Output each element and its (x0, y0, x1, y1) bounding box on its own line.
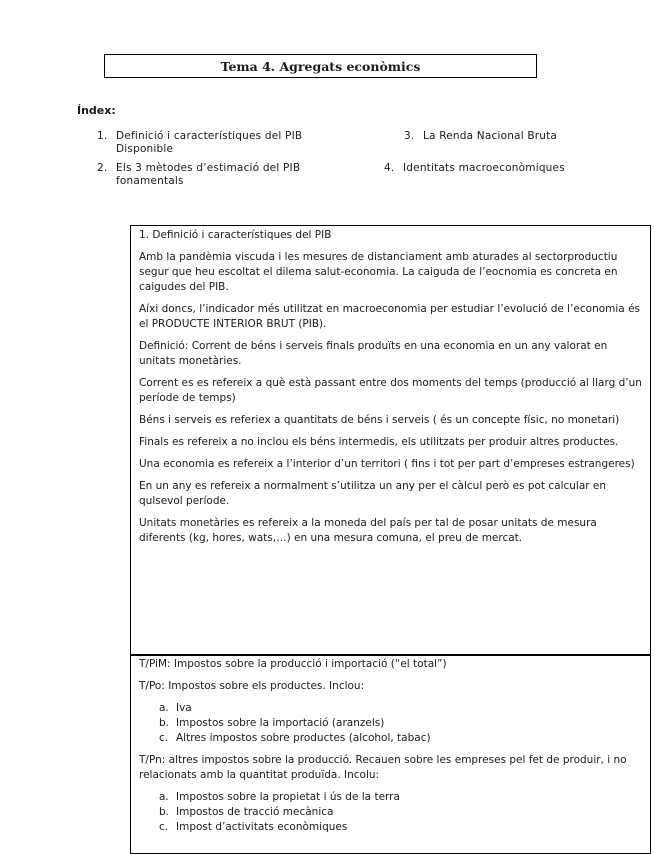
index-item-1-number: 1. (97, 130, 108, 142)
section-1-paragraph: Finals es refereix a no inclou els béns intermedis, els utilitzats per produir altres productes. (139, 436, 619, 448)
index-item-3 (404, 130, 604, 143)
section-1-paragraph: Corrent es es refereix a què està passant entre dos moments del temps (producció al llarg d’un període de temps) (139, 377, 642, 404)
index-item-3-number: 3. (404, 130, 415, 142)
list-item (139, 716, 642, 731)
index-item-2-cont: fonamentals (116, 175, 184, 187)
list-text: Impostos sobre la importació (aranzels) (176, 717, 385, 729)
section-1-paragraph: Unitats monetàries es refereix a la moneda del país per tal de posar unitats de mesura diferents (kg, hores, wats,…) en una mesura comuna, el preu de mercat. (139, 517, 597, 544)
list-text: Altres impostos sobre productes (alcohol, tabac) (176, 732, 431, 744)
section-1-paragraph: Una economia es refereix a l’interior d’un territori ( fins i tot per part d’empreses estrangeres) (139, 458, 635, 470)
list-item (139, 701, 642, 716)
index-item-1-label: Definició i característiques del PIB (116, 130, 303, 142)
section-2-box (130, 654, 651, 854)
index-item-4-number: 4. (384, 162, 395, 174)
list-marker: b. (159, 717, 170, 729)
index-item-2 (97, 162, 337, 188)
list-marker: a. (159, 702, 169, 714)
list-item (139, 805, 642, 820)
list-marker: a. (159, 791, 169, 803)
list-text: Iva (176, 702, 192, 714)
section-1-paragraph: En un any es refereix a normalment s’utilitza un any per el càlcul però es pot calcular en qulsevol període. (139, 480, 607, 507)
section-1-paragraph: Amb la pandèmia viscuda i les mesures de distanciament amb aturades al sectorproductiu segur que heu escoltat el dilema salut-economia. La caiguda de l’eocnomia es concreta en caigudes del PIB. (139, 251, 618, 293)
list-marker: c. (159, 821, 169, 833)
index-item-2-number: 2. (97, 162, 108, 174)
list-text: Impostos sobre la propietat i ús de la terra (176, 791, 400, 803)
list-item (139, 790, 642, 805)
index-item-3-label: La Renda Nacional Bruta (423, 130, 558, 142)
section-1-paragraph: Aíxi doncs, l’indicador més utilitzat en macroeconomia per estudiar l’evolució de l’economia és el PRODUCTE INTERIOR BRUT (PIB). (139, 303, 641, 330)
list-marker: b. (159, 806, 170, 818)
tpo-list (139, 701, 642, 746)
section-1-box (130, 225, 651, 656)
list-text: Impostos de tracció mecànica (176, 806, 334, 818)
index-item-2-label: Els 3 mètodes d’estimació del PIB (116, 162, 301, 174)
section-1-paragraph: Definició: Corrent de béns i serveis finals produïts en una economia en un any valorat en unitats monetàries. (139, 340, 608, 367)
index-item-4 (384, 162, 604, 175)
list-text: Impost d’activitats econòmiques (176, 821, 348, 833)
tpim-paragraph: T/PiM: Impostos sobre la producció i importació (“el total”) (139, 658, 447, 670)
section-1-title: 1. Definició i característiques del PIB (139, 229, 332, 241)
section-1-paragraph: Béns i serveis es referiex a quantitats de béns i serveis ( és un concepte físic, no monetari) (139, 414, 620, 426)
index-item-1 (97, 130, 337, 156)
list-item (139, 820, 642, 835)
index-heading: Índex: (77, 104, 116, 117)
document-title: Tema 4. Agregats econòmics (220, 58, 421, 74)
index-item-4-label: Identitats macroeconòmiques (403, 162, 565, 174)
list-item (139, 731, 642, 746)
index-item-1-cont: Disponible (116, 143, 174, 155)
tpn-paragraph: T/Pn: altres impostos sobre la producció. Recauen sobre les empreses pel fet de produir, i no relacionats amb la quantitat produïda. Incolu: (139, 754, 627, 781)
tpn-list (139, 790, 642, 835)
list-marker: c. (159, 732, 169, 744)
tpo-paragraph: T/Po: Impostos sobre els productes. Inclou: (139, 680, 365, 692)
document-title-box (104, 54, 537, 78)
